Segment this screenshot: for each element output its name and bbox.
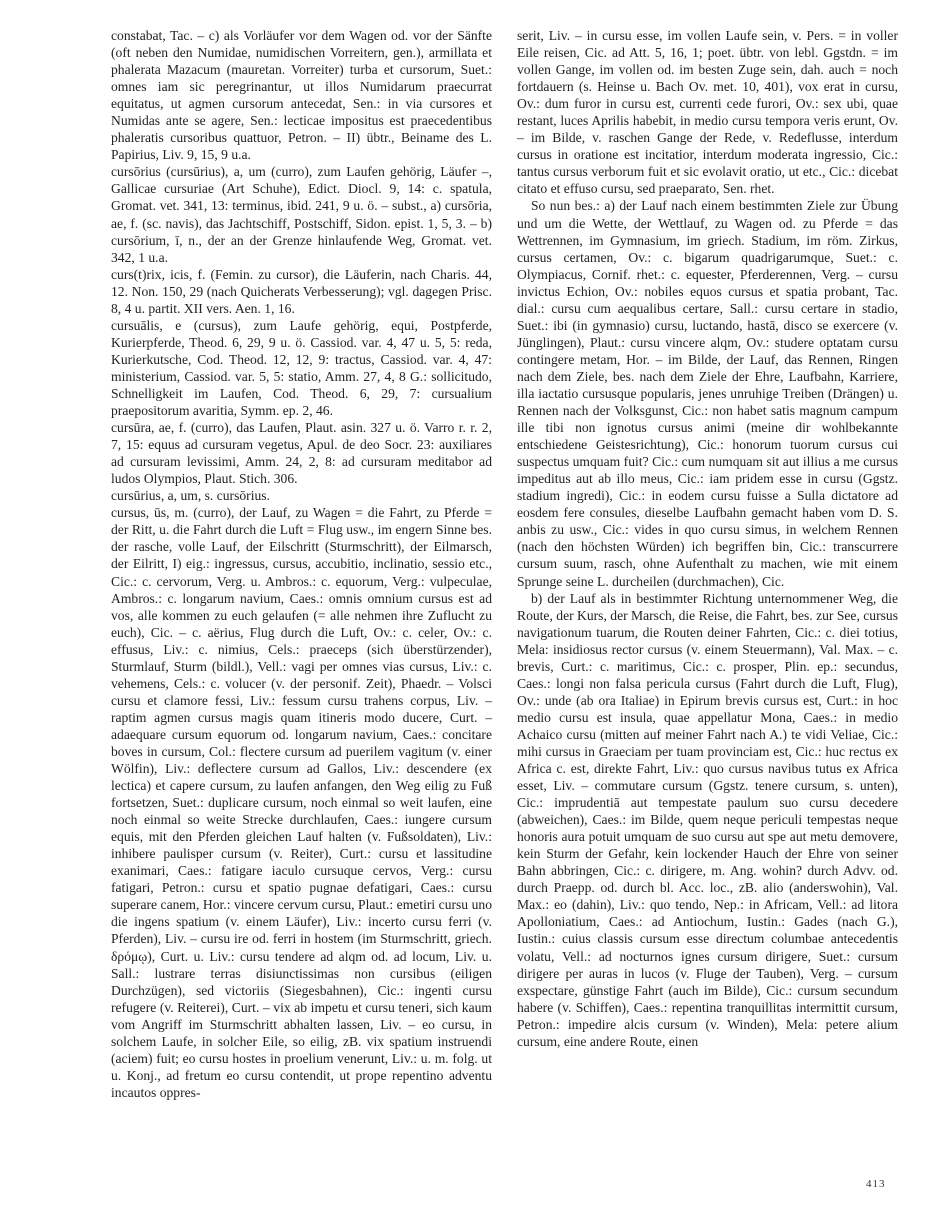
paragraph: serit, Liv. – in cursu esse, im vollen Laufe sein, v. Pers. = in voller Eile reisen, Cic. ad Att. 5, 16, 1; poet. übtr. von lebl. Ggstdn. = im vollen Gange, im vollen od. im besten Zuge sein, dah. auch = noch fortdauern (s. Heinse u. Bach Ov. met. 10, 401), vox erat in cursu, Ov.: dum furor in cursu est, currenti cede furori, Ov.: sex ubi, quae restant, luces Aprilis habebit, in medio cursu tempora veris erunt, Ov. – im Bilde, v. raschen Gange der Rede, v. Redeflusse, interdum cursus in oratione est incitatior, interdum moderata ingressio, Cic.: tantus cursus verborum fuit et sic evolavit oratio, ut etc., Cic.: dicebat citato et effuso cursu, sed praeparato, Sen. rhet. [517, 28, 898, 197]
paragraph: constabat, Tac. – c) als Vorläufer vor dem Wagen od. vor der Sänfte (oft neben den Numidae, numidischen Vorreitern, gen.), armillata et phalerata Mazacum (mauretan. Vorreiter) turba et cursorum, Suet.: omnes iam sic peregrinantur, ut illos Numidarum praecurrat equitatus, ut agmen cursorum antecedat, Sen.: in via cursores et Numidas ante se agere, Sen.: lecticae impositus est praecedentibus phaleratis cursoribus quattuor, Petron. – II) übtr., Beiname des L. Papirius, Liv. 9, 15, 9 u.a. [111, 28, 492, 163]
entry-cursorius: cursōrius (cursūrius), a, um (curro), zum Laufen gehörig, Läufer –, Gallicae cursuriae (Art Schuhe), Edict. Diocl. 9, 14: c. spatula, Gromat. vet. 341, 13: terminus, ibid. 241, 9 u. ö. – subst., a) cursōria, ae, f. (sc. navis), das Jachtschiff, Postschiff, Sidon. epist. 1, 5, 3. – b) cursōrium, ī, n., der an der Grenze hinlaufende Weg, Gromat. vet. 342, 1 u.a. [111, 164, 492, 265]
entry-curstrix: curs(t)rix, icis, f. (Femin. zu cursor), die Läuferin, nach Charis. 44, 12. Non. 150, 29 (nach Quicherats Verbesserung); vgl. dagegen Prisc. 8, 4 u. partit. XII vers. Aen. 1, 16. [111, 266, 492, 316]
paragraph-section-a: So nun bes.: a) der Lauf nach einem bestimmten Ziele zur Übung und um die Wette, der Wettlauf, zu Wagen od. zu Pferde = das Wettrennen, im Gymnasium, im griech. Stadium, im röm. Zirkus, cursus certamen, Ov.: c. bigarum quadrigarumque, Suet.: c. Olympiacus, Cornif. rhet.: c. equester, Pferderennen, Verg. – cursu invictus Echion, Ov.: nobiles equos cursus et spatia probant, Tac. dial.: cursu cum aequalibus certare, Sall.: cursu certare in stadio, Suet.: ibi (in gymnasio) cursu, luctando, hastā, disco se exercere (v. Jünglingen), Plaut.: cursu vincere alqm, Ov.: studere optatam cursu contingere metam, Hor. – im Bilde, der Lauf, das Rennen, Ringen nach dem Ziele, bes. nach dem Ziele der Ehre, Laufbahn, Karriere, illa iactatio cursusque popularis, jenes unruhige Treiben (Drängen) u. Rennen nach der Volksgunst, Cic.: non habet satis magnum campum ille tibi non ignotus cursus animi (meine dir wohlbekannte entschiedene Geistesrichtung), Cic.: honorum tuorum cursus cui suspectus umquam fuit? Cic.: cum numquam sit aut illius a me cursus impeditus aut ab illo meus, Cic.: iam pridem esse in cursu (Ggstz. stadium ingredi), Cic.: in eodem cursu fuisse a Sulla dictatore ad eosdem fere consules, dieselbe Laufbahn gemacht haben vom D. S. anbis zu usw., Cic.: vides in quo cursu simus, in welchem Rennen (nach den höchsten Würden) ich begriffen bin, Cic.: transcurrere cursum suum, rasch, ohne Aufenthalt zu machen, wie mit einem Sprunge seine L. durcheilen (durchmachen), Cic. [517, 198, 898, 589]
right-column [517, 27, 898, 1050]
entry-cursus: cursus, ūs, m. (curro), der Lauf, zu Wagen = die Fahrt, zu Pferde = der Ritt, u. die Fahrt durch die Luft = Flug usw., im engern Sinne bes. der rasche, volle Lauf, der Eilschritt (Sturmschritt), der Eilmarsch, der Eilritt, I) eig.: ingressus, cursus, accubitio, inclinatio, sessio etc., Cic.: c. cervorum, Verg. u. Ambros.: c. equorum, Verg.: vulpeculae, Ambros.: c. longarum navium, Caes.: omnis omnium cursus est ad vos, alle kommen zu euch gelaufen (= alle nehmen ihre Zuflucht zu euch), Cic. – c. aërius, Flug durch die Luft, Ov.: c. celer, Ov.: c. effusus, Liv.: c. nimius, Cels.: praeceps (sich überstürzender), Sturmlauf, Sturm (bildl.), Vell.: vagi per omnes vias cursus, Liv.: c. vehemens, Cels.: c. volucer (v. der personif. Zeit), Phaedr. – Volsci cursu et clamore fessi, Liv.: fessum cursu trahens corpus, Liv. – raptim agmen cursus magis quam itineris modo ducere, Curt. – adaequare cursum equorum od. longarum navium, Caes.: concitare boves in cursum, Col.: flectere cursum ad puerilem vagitum (v. einer Wölfin), Liv.: deflectere cursum ad Gallos, Liv.: descendere (ex lectica) et capere cursum, zu laufen anfangen, den Weg eilig zu Fuß fortsetzen, Suet.: duplicare cursum, noch einmal so weit laufen, eine noch einmal so weite Strecke durchlaufen, Caes.: iungere cursum equis, mit den Pferden gleichen Lauf halten (v. Fußsoldaten), Liv.: inhibere paulisper cursum (v. Reiter), Curt.: cursu et lassitudine exanimari, Caes.: fatigare iaculo cursuque cervos, Verg.: cursu fatigari, Petron.: cursu et spatio pugnae defatigari, Caes.: cursu superare canem, Hor.: vincere cervum cursu, Plaut.: emetiri cursu uno die ingens spatium (v. einem Läufer), Liv.: incerto cursu ferri (v. Pferden), Liv. – cursu ire od. ferri in hostem (im Sturmschritt, griech. δρόμῳ), Curt. u. Liv.: cursu tendere ad alqm od. ad locum, Liv. u. Sall.: lustrare terras disiunctissimas non cursibus (eiligen Durchzügen), sed victoriis (Siegesbahnen), Cic.: ingenti cursu refugere (v. Reiterei), Curt. – vix ab impetu et cursu teneri, sich kaum vom Angriff im Sturmschritt abhalten lassen, Liv. – eo cursu, in solchem Laufe, in solcher Eile, so eilig, zB. vix spatium instruendi (aciem) fuit; eo cursu hostes in proelium venerunt, Liv.: u. m. folg. ut u. Konj., ad fretum eo cursu contendit, ut prope repentino adventu incautos oppres- [111, 505, 492, 1100]
entry-cursura: cursūra, ae, f. (curro), das Laufen, Plaut. asin. 327 u. ö. Varro r. r. 2, 7, 15: equus ad cursuram vegetus, Apul. de deo Socr. 23: auxiliares ad cursuram levissimi, Amm. 24, 2, 8: ad cursuram meditabor ad ludos Olympios, Plaut. Stich. 306. [111, 420, 492, 487]
left-column [111, 27, 492, 1101]
entry-cursualis: cursuālis, e (cursus), zum Laufe gehörig, equi, Postpferde, Kurierpferde, Theod. 6, 29, 9 u. ö. Cassiod. var. 4, 47 u. 5, 5: reda, Kurierkutsche, Cod. Theod. 12, 12, 9: tractus, Cassiod. var. 4, 47: ministerium, Cassiod. var. 5, 5: statio, Amm. 27, 4, 8 G.: sollicitudo, Schnelligkeit im Laufen, Cod. Theod. 6, 29, 7: cursualium praepositorum avaritia, Symm. ep. 2, 46. [111, 317, 492, 419]
entry-cursurius: cursūrius, a, um, s. cursōrius. [111, 488, 270, 504]
paragraph-section-b: b) der Lauf als in bestimmter Richtung unternommener Weg, die Route, der Kurs, der Marsch, die Reise, die Fahrt, bes. zur See, cursus navigationum tuarum, die Routen deiner Fahrten, Cic.: c. diei totius, Mela: insidiosus rector cursus (v. einem Steuermann), Val. Max. – c. brevis, Curt.: c. maritimus, Cic.: c. prosper, Plin. ep.: secundus, Caes.: longi non falsa pericula cursus (Fahrt durch die Luft, Flug), Ov.: unde (ab ora Italiae) in Epirum brevis cursus est, Curt.: in hoc medio cursu est insula, quae appellatur Mona, Caes.: in medio Achaico cursu (mitten auf meiner Fahrt nach A.) te vidi Veliae, Cic.: mihi cursus in Graeciam per tuam provinciam est, Cic.: huc rectus ex Africa c. est, direkte Fahrt, Liv.: quo cursus navibus tutus ex Africa esset, Liv. – commutare cursum (Ggstz. tenere cursum, s. unten), Cic.: imprudentiā aut tempestate paulum suo cursu decedere (abweichen), Caes.: im Bilde, quem neque periculi tempestas neque honoris aura potuit umquam de suo cursu aut spe aut metu demovere, kein Sturm der Gefahr, kein lockender Hauch der Ehre von seiner Bahn abbringen, Cic.: c. dirigere, m. Ang. wohin? durch Advv. od. durch Praepp. od. durch bl. Acc. loc., zB. alio (anderswohin), Val. Max.: eo (dahin), Liv.: quo tendo, Nep.: in Africam, Vell.: ad litora Apolloniatium, Caes.: ad Antiochum, Iustin.: Gades (nach G.), Iustin.: cuius classis cursum esse directum columbae antecedentis volatu, Vell.: ad nocturnos ignes cursum dirigere, Suet.: cursum dirigere per auras in lucos (v. Fluge der Tauben), Verg. – cursum exspectare, günstige Fahrt (auch im Bilde), Cic.: cursum secundum habere (v. Schiffen), Caes.: repentina tranquillitas intermittit cursum, Petron.: impedire alcis cursum (v. Winden), Mela: petere alium cursum, eine andere Route, einen [517, 590, 898, 1049]
page-number: 413 [866, 1178, 886, 1190]
